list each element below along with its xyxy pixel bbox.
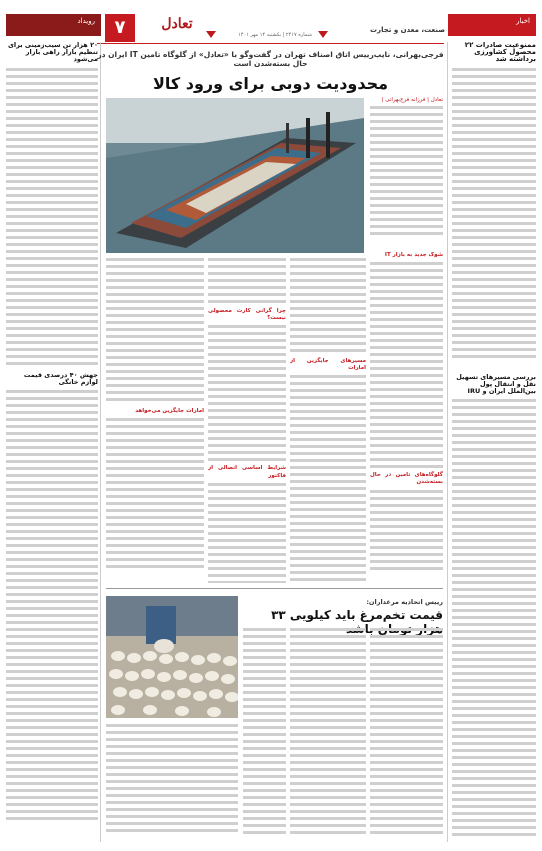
story-divider bbox=[106, 588, 443, 589]
subhead-1: شوک جدید به بازار IT bbox=[384, 252, 443, 258]
left-mid-body bbox=[6, 390, 98, 830]
subhead-2: چرا گرانی کارت محصولی نیست؟ bbox=[208, 308, 286, 322]
main-lead-column bbox=[370, 106, 443, 244]
left-top-body bbox=[6, 68, 98, 368]
right-column bbox=[452, 42, 536, 842]
main-story-byline: تعادل | فرزانه فرج‌بهرانی | bbox=[381, 97, 443, 103]
right-top-headline: ممنوعیت صادرات ۲۲ محصول کشاورزی برداشته شد bbox=[464, 42, 536, 64]
right-mid-body bbox=[452, 399, 536, 839]
second-story-column-1 bbox=[370, 628, 443, 838]
second-story-column-4 bbox=[106, 724, 238, 838]
masthead bbox=[0, 0, 542, 42]
subhead-4: شرایط اساسی اتصالی از فاکتور bbox=[208, 465, 286, 479]
header-rule bbox=[97, 43, 444, 44]
right-mid-headline: بررسی مسیرهای تسهیل نقل و انتقال پول بین‌الملل ایران و IRU bbox=[456, 372, 536, 396]
left-top-headline: ۲۰ هزار تن سیب‌زمینی برای تنظیم بازار راهی بازار می‌شود bbox=[7, 42, 98, 64]
page-number: ۷ bbox=[105, 14, 135, 42]
newspaper-logo: تعادل bbox=[161, 16, 193, 32]
second-story-column-3 bbox=[243, 628, 286, 838]
subhead-3: مسیرهای جایگزین از امارات bbox=[290, 358, 366, 372]
dateline: شماره ۲۴۱۷ | یکشنبه ۱۴ مهر ۱۴۰۱ bbox=[238, 32, 312, 38]
main-body-column-2 bbox=[290, 258, 366, 583]
main-story-header bbox=[97, 50, 444, 93]
left-column bbox=[6, 42, 98, 842]
main-story-headline: محدودیت دوبی برای ورود کالا bbox=[152, 74, 389, 93]
left-mid-headline: جهش ۴۰ درصدی قیمت لوازم خانگی bbox=[23, 370, 98, 386]
right-section-tab: اخبار bbox=[448, 14, 536, 36]
subhead-6: امارات جایگزین می‌خواهد bbox=[135, 408, 204, 414]
right-top-body bbox=[452, 68, 536, 368]
column-rule bbox=[100, 42, 101, 842]
eggs-photo bbox=[106, 596, 238, 718]
subhead-5: گلوگاه‌های تامین در حال بسته‌شدن bbox=[370, 472, 443, 486]
second-story-kicker: رییس اتحادیه مرغداران: bbox=[366, 598, 443, 606]
main-body-column-4 bbox=[106, 258, 204, 583]
cargo-ship-photo bbox=[106, 98, 364, 253]
left-section-tab: رویداد bbox=[6, 14, 101, 36]
main-body-column-1 bbox=[370, 252, 443, 582]
main-body-column-3 bbox=[208, 258, 286, 583]
main-story-kicker: فرجی‌بهرانی، نایب‌رییس اتاق اصناف تهران در گفت‌وگو با «تعادل» از گلوگاه تامین IT ایران در حال بسته‌شدن است bbox=[97, 50, 444, 68]
second-story-headline: قیمت تخم‌مرغ باید کیلویی ۳۳ bbox=[271, 608, 443, 622]
section-header: صنعت، معدن و تجارت bbox=[370, 26, 445, 34]
second-story-column-2 bbox=[290, 628, 366, 838]
column-rule bbox=[447, 42, 448, 842]
